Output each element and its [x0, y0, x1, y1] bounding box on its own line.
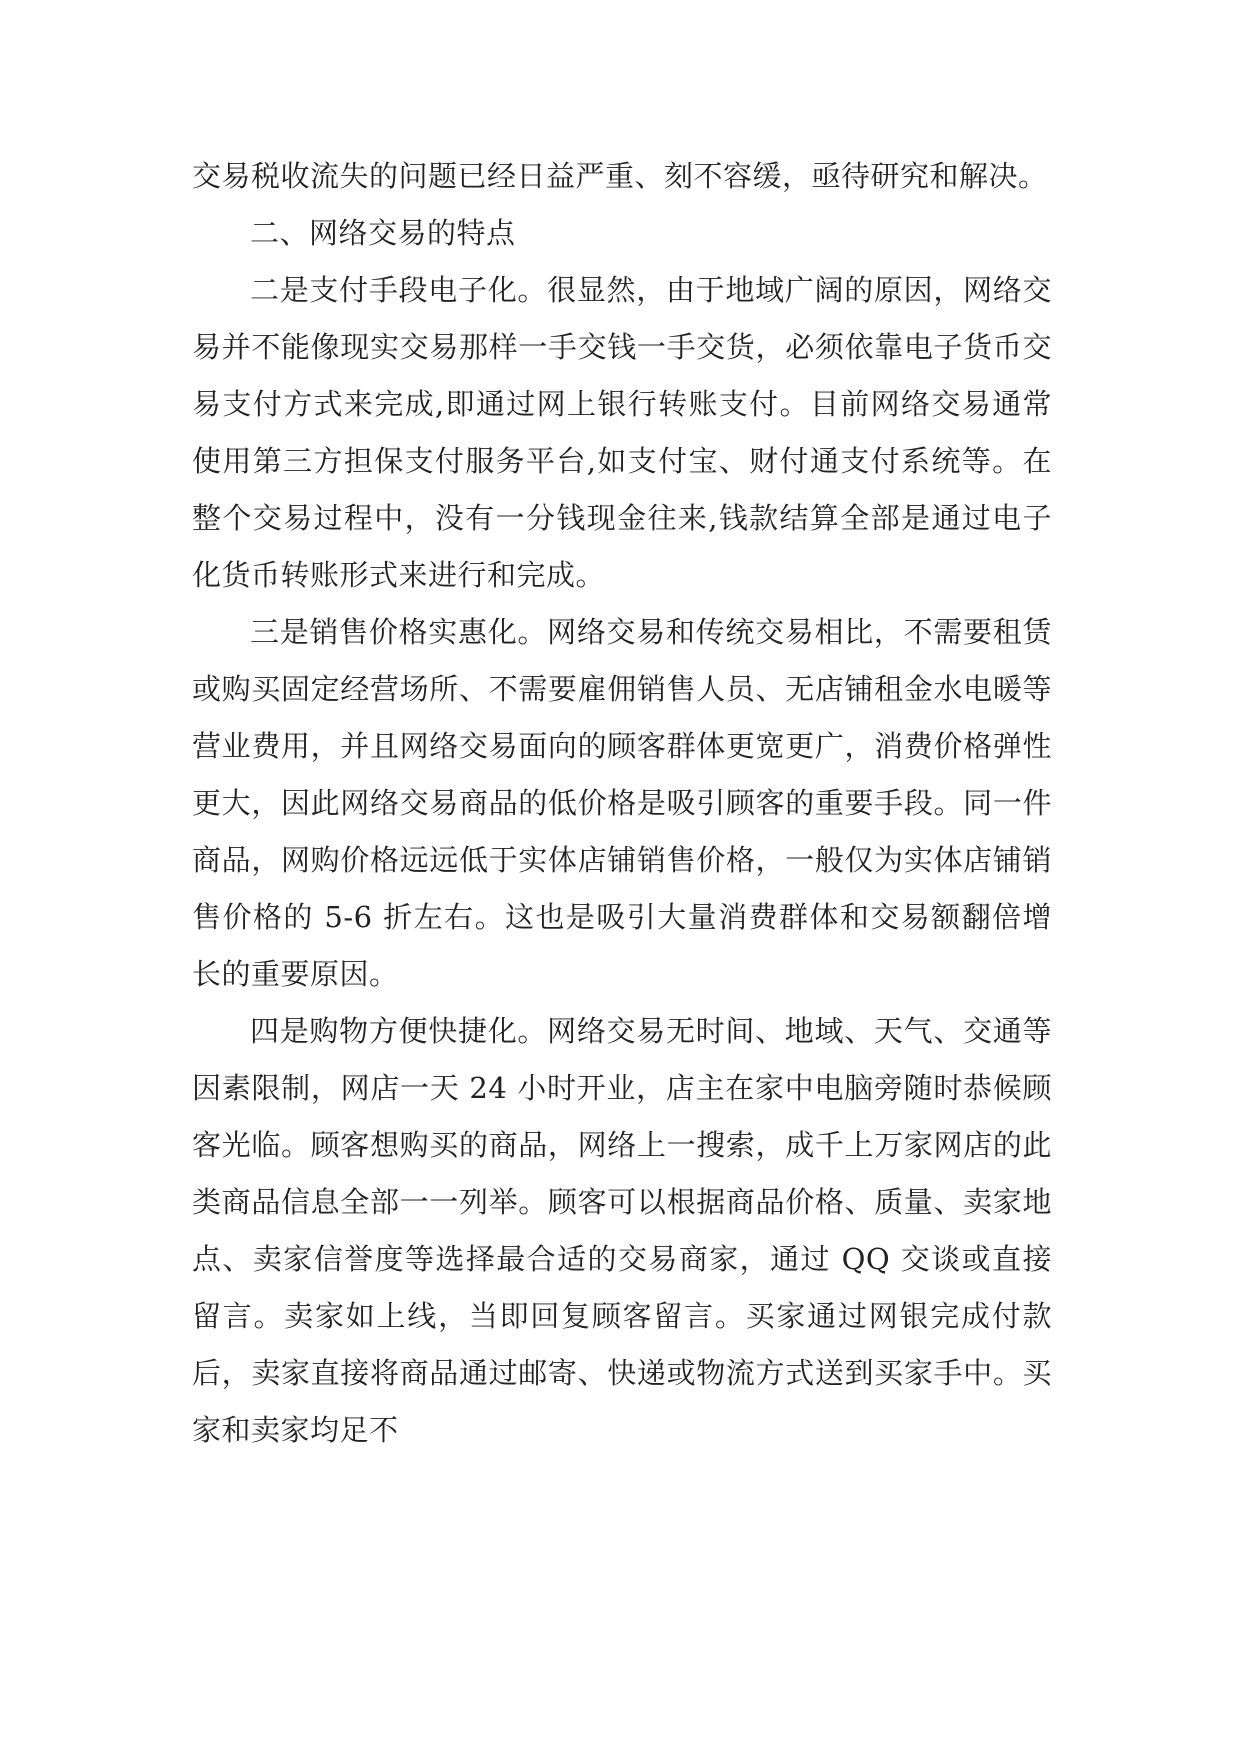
paragraph-point-two: 二是支付手段电子化。很显然，由于地域广阔的原因，网络交易并不能像现实交易那样一手交钱一手交货，必须依靠电子货币交易支付方式来完成,即通过网上银行转账支付。目前网络交易通常使用第三方担保支付服务平台,如支付宝、财付通支付系统等。在整个交易过程中，没有一分钱现金往来,钱款结算全部是通过电子化货币转账形式来进行和完成。 [192, 273, 1052, 592]
paragraph-point-four: 四是购物方便快捷化。网络交易无时间、地域、天气、交通等因素限制，网店一天 24 小时开业，店主在家中电脑旁随时恭候顾客光临。顾客想购买的商品，网络上一搜索，成千上万家网店的此类商品信息全部一一列举。顾客可以根据商品价格、质量、卖家地点、卖家信誉度等选择最合适的交易商家，通过 QQ 交谈或直接留言。卖家如上线，当即回复顾客留言。买家通过网银完成付款后，卖家直接将商品通过邮寄、快递或物流方式送到买家手中。买家和卖家均足不 [192, 1014, 1052, 1447]
document-page [192, 148, 1052, 1459]
paragraph-point-three: 三是销售价格实惠化。网络交易和传统交易相比，不需要租赁或购买固定经营场所、不需要雇佣销售人员、无店铺租金水电暖等营业费用，并且网络交易面向的顾客群体更宽更广，消费价格弹性更大，因此网络交易商品的低价格是吸引顾客的重要手段。同一件商品，网购价格远远低于实体店铺销售价格，一般仅为实体店铺销售价格的 5-6 折左右。这也是吸引大量消费群体和交易额翻倍增长的重要原因。 [192, 615, 1052, 991]
section-heading: 二、网络交易的特点 [250, 216, 516, 250]
paragraph-intro-continuation: 交易税收流失的问题已经日益严重、刻不容缓，亟待研究和解决。 [192, 159, 1048, 193]
